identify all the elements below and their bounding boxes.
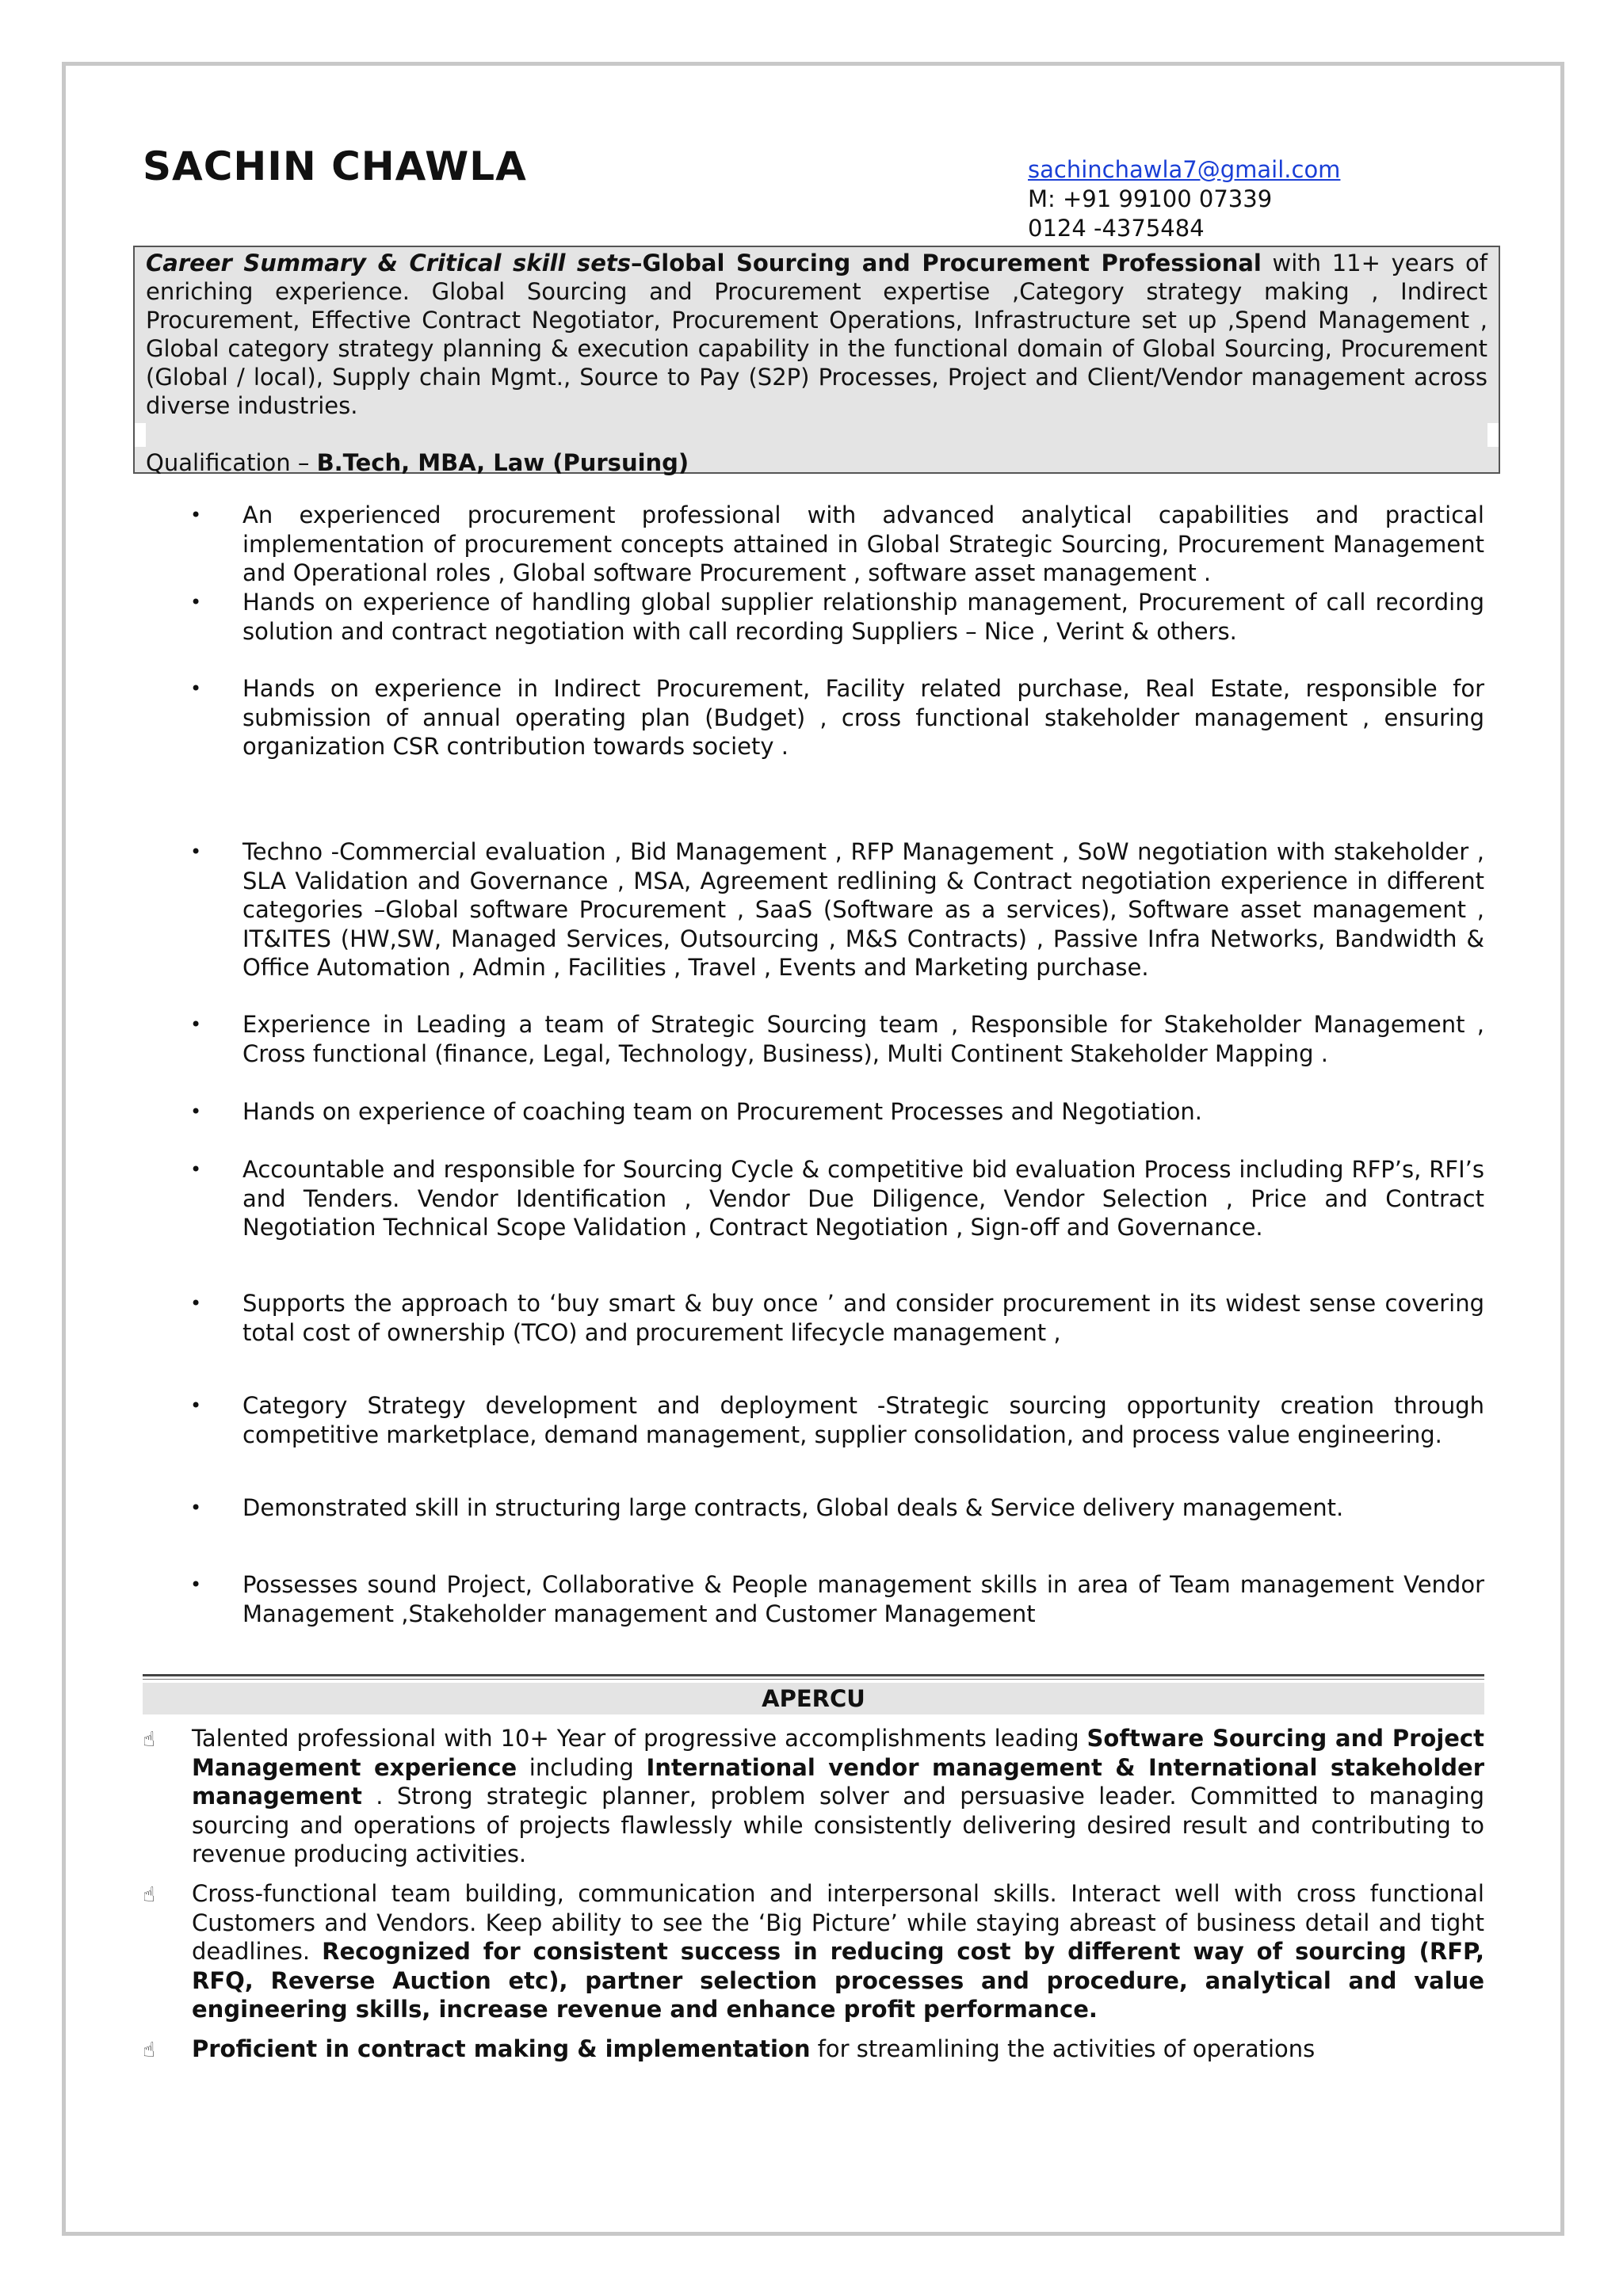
phone-number: 0124 -4375484 <box>1028 215 1205 242</box>
list-item: • Category Strategy development and deployment -Strategic sourcing opportunity creation through competitive marketplace, demand management, supplier consolidation, and process value engineering. <box>190 1392 1484 1448</box>
list-item: • An experienced procurement professional with advanced analytical capabilities and practical implementation of procurement concepts attained in Global Strategic Sourcing, Procurement Management and Operational roles , Global software Procurement , software asset management . <box>190 502 1484 586</box>
bullet-icon: • <box>190 1573 202 1596</box>
pointing-hand-icon: ☝ <box>143 2039 155 2062</box>
qualification-label: Qualification – <box>146 449 317 476</box>
email-link[interactable]: sachinchawla7@gmail.com <box>1028 156 1341 183</box>
pointing-hand-icon: ☝ <box>143 1883 155 1907</box>
candidate-name: SACHIN CHAWLA <box>143 143 527 189</box>
bullet-icon: • <box>190 1394 202 1417</box>
summary-label-bold: –Global Sourcing and Procurement Professional <box>631 250 1262 277</box>
list-item: • Demonstrated skill in structuring large contracts, Global deals & Service delivery management. <box>190 1494 1344 1521</box>
mobile-number: M: +91 99100 07339 <box>1028 185 1273 212</box>
section-divider <box>143 1674 1484 1676</box>
bullet-icon: • <box>190 1497 202 1519</box>
summary-spacer <box>146 420 1487 448</box>
summary-text: with 11+ years of enriching experience. Global Sourcing and Procurement expertise ,Category strategy making , Indirect Procurement, Effective Contract Negotiator, Procurement Operations, Infrastructure set up ,Spend Management , Global category strategy planning & execution capability in the functional domain of Global Sourcing, Procurement (Global / local), Supply chain Mgmt., Source to Pay (S2P) Processes, Project and Client/Vendor management across diverse industries. <box>146 250 1488 419</box>
pointing-hand-icon: ☝ <box>143 1728 155 1752</box>
list-item: ☝ Cross-functional team building, communication and interpersonal skills. Interact well with cross functional Customers and Vendors. Keep ability to see the ‘Big Picture’ while staying abreast of business detail and tight deadlines. Recognized for consistent success in reducing cost by different way of sourcing (RFP, RFQ, Reverse Auction etc), partner selection processes and procedure, analytical and value engineering skills, increase revenue and enhance profit performance. <box>143 1880 1485 2023</box>
summary-label-italic: Career Summary & Critical skill sets <box>146 250 631 277</box>
qualification-value: B.Tech, MBA, Law (Pursuing) <box>316 449 689 476</box>
list-item: • Hands on experience in Indirect Procurement, Facility related purchase, Real Estate, responsible for submission of annual operating plan (Budget) , cross functional stakeholder management , ensuring organization CSR contribution towards society . <box>190 675 1484 760</box>
list-item: ☝ Talented professional with 10+ Year of progressive accomplishments leading Software Sourcing and Project Management experience including International vendor management & International stakeholder management . Strong strategic planner, problem solver and persuasive leader. Committed to managing sourcing and operations of projects flawlessly while consistently delivering desired result and contributing to revenue producing activities. <box>143 1725 1485 1867</box>
bullet-icon: • <box>190 1292 202 1314</box>
list-item: • Hands on experience of coaching team on Procurement Processes and Negotiation. <box>190 1098 1202 1125</box>
apercu-heading: APERCU <box>143 1683 1484 1714</box>
career-summary-box <box>133 246 1500 474</box>
bullet-icon: • <box>190 591 202 613</box>
bullet-icon: • <box>190 504 202 526</box>
bullet-icon: • <box>190 1013 202 1035</box>
bullet-icon: • <box>190 841 202 863</box>
list-item: • Possesses sound Project, Collaborative & People management skills in area of Team management Vendor Management ,Stakeholder management and Customer Management <box>190 1571 1484 1627</box>
bullet-icon: • <box>190 1100 202 1123</box>
bullet-icon: • <box>190 1158 202 1180</box>
list-item: • Supports the approach to ‘buy smart & buy once ’ and consider procurement in its widest sense covering total cost of ownership (TCO) and procurement lifecycle management , <box>190 1290 1484 1346</box>
bullet-icon: • <box>190 677 202 700</box>
list-item: • Accountable and responsible for Sourcing Cycle & competitive bid evaluation Process including RFP’s, RFI’s and Tenders. Vendor Identification , Vendor Due Diligence, Vendor Selection , Price and Contract Negotiation Technical Scope Validation , Contract Negotiation , Sign-off and Governance. <box>190 1156 1484 1241</box>
contact-block <box>1028 155 1340 243</box>
list-item: • Hands on experience of handling global supplier relationship management, Procurement of call recording solution and contract negotiation with call recording Suppliers – Nice , Verint & others. <box>190 589 1484 645</box>
section-divider-thin <box>143 1679 1484 1680</box>
list-item: • Experience in Leading a team of Strategic Sourcing team , Responsible for Stakeholder Management , Cross functional (finance, Legal, Technology, Business), Multi Continent Stakeholder Mapping . <box>190 1011 1484 1067</box>
list-item: ☝ Proficient in contract making & implementation for streamlining the activities of operations <box>192 2035 1484 2064</box>
list-item: • Techno -Commercial evaluation , Bid Management , RFP Management , SoW negotiation with stakeholder , SLA Validation and Governance , MSA, Agreement redlining & Contract negotiation experience in different categories –Global software Procurement , SaaS (Software as a services), Software asset management , IT&ITES (HW,SW, Managed Services, Outsourcing , M&S Contracts) , Passive Infra Networks, Bandwidth & Office Automation , Admin , Facilities , Travel , Events and Marketing purchase. <box>190 838 1484 981</box>
